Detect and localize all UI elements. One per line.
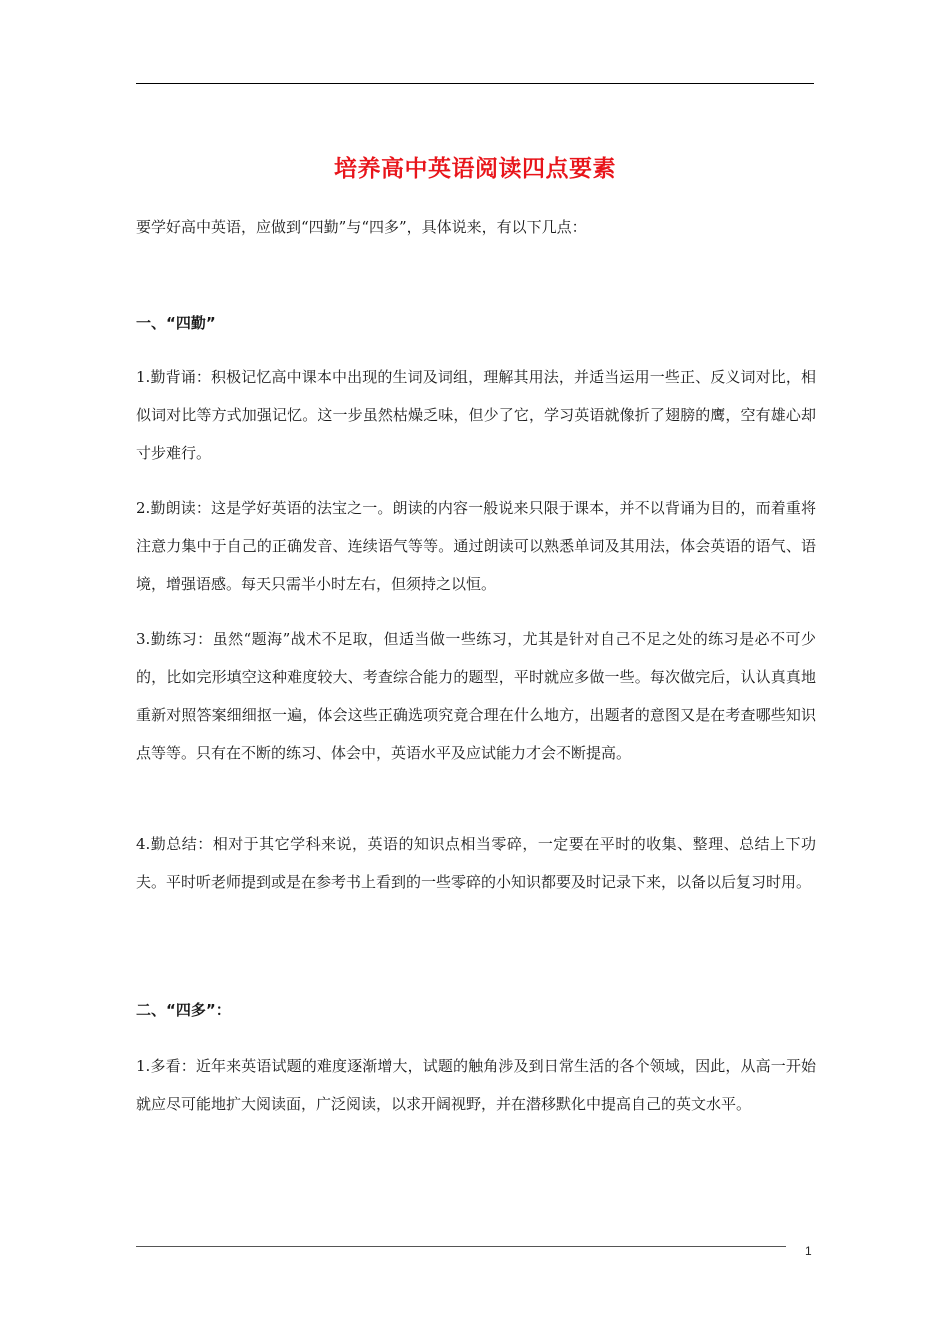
section-heading-four-diligences: 一、“四勤” (136, 314, 216, 332)
paragraph-read-more: 1.多看：近年来英语试题的难度逐渐增大，试题的触角涉及到日常生活的各个领域，因此，从高一开始就应尽可能地扩大阅读面，广泛阅读，以求开阔视野，并在潜移默化中提高自己的英文水平。 (136, 1057, 816, 1113)
footer-rule (136, 1246, 786, 1247)
page-number: 1 (805, 1244, 812, 1258)
paragraph-practice: 3.勤练习：虽然“题海”战术不足取，但适当做一些练习，尤其是针对自己不足之处的练习是必不可少的，比如完形填空这种难度较大、考查综合能力的题型，平时就应多做一些。每次做完后，认认真真地重新对照答案细细抠一遍，体会这些正确选项究竟合理在什么地方，出题者的意图又是在考查哪些知识点等等。只有在不断的练习、体会中，英语水平及应试能力才会不断提高。 (136, 630, 816, 762)
paragraph-read-aloud: 2.勤朗读：这是学好英语的法宝之一。朗读的内容一般说来只限于课本，并不以背诵为目的，而着重将注意力集中于自己的正确发音、连续语气等等。通过朗读可以熟悉单词及其用法，体会英语的语气、语境，增强语感。每天只需半小时左右，但须持之以恒。 (136, 499, 816, 593)
intro-paragraph: 要学好高中英语，应做到“四勤”与“四多”，具体说来，有以下几点： (136, 218, 587, 236)
document-title: 培养高中英语阅读四点要素 (334, 156, 616, 182)
paragraph-recite: 1.勤背诵：积极记忆高中课本中出现的生词及词组，理解其用法，并适当运用一些正、反义词对比，相似词对比等方式加强记忆。这一步虽然枯燥乏味，但少了它，学习英语就像折了翅膀的鹰，空有雄心却寸步难行。 (136, 368, 816, 462)
section-heading-four-mores: 二、“四多”： (136, 1001, 231, 1019)
paragraph-summarize: 4.勤总结：相对于其它学科来说，英语的知识点相当零碎，一定要在平时的收集、整理、总结上下功夫。平时听老师提到或是在参考书上看到的一些零碎的小知识都要及时记录下来，以备以后复习时用。 (136, 835, 816, 891)
header-rule (136, 83, 814, 84)
